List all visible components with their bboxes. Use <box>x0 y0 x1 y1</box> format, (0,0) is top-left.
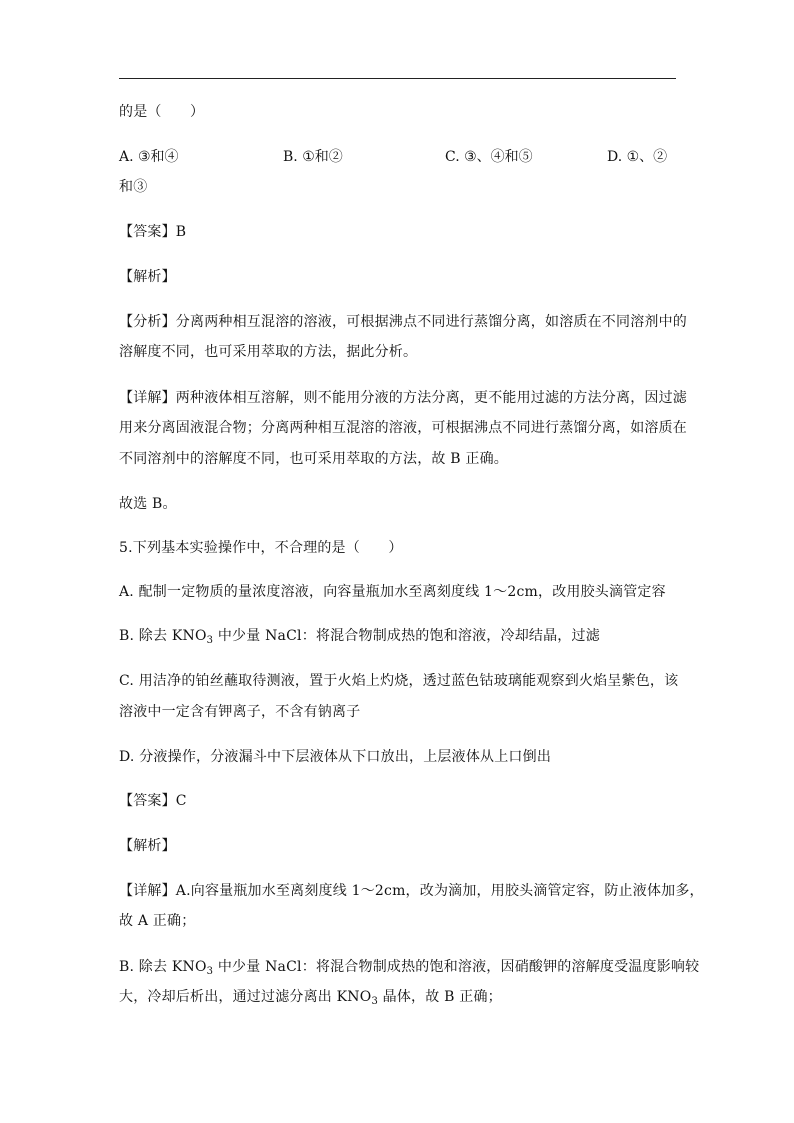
q4-answer: 【答案】B <box>119 224 187 240</box>
q4-option-b: B. ①和② <box>283 149 343 165</box>
q5-stem: 5.下列基本实验操作中，不合理的是（ ） <box>119 540 403 556</box>
q4-fenxi-line: 【分析】分离两种相互混溶的溶液，可根据沸点不同进行蒸馏分离，如溶质在不同溶剂中的 <box>119 314 687 330</box>
q5-xiangjie-a-line: 【详解】A.向容量瓶加水至离刻度线 1～2cm，改为滴加，用胶头滴管定容，防止液体加多， <box>119 883 704 899</box>
q4-conclusion: 故选 B。 <box>119 496 177 512</box>
q4-option-d: D. ①、② <box>607 149 668 165</box>
q4-option-d-cont: 和③ <box>119 179 148 195</box>
q5-option-c-line: C. 用洁净的铂丝蘸取待测液，置于火焰上灼烧，透过蓝色钴玻璃能观察到火焰呈紫色，该 <box>119 673 679 689</box>
q5-option-b <box>119 626 600 651</box>
q4-fenxi-line: 溶解度不同，也可采用萃取的方法，据此分析。 <box>119 344 418 360</box>
q4-xiangjie-line: 用来分离固液混合物；分离两种相互混溶的溶液，可根据沸点不同进行蒸馏分离，如溶质在 <box>119 420 687 436</box>
q5-xiangjie-a-line: 故 A 正确； <box>119 913 196 929</box>
q5-option-d: D. 分液操作，分液漏斗中下层液体从下口放出，上层液体从上口倒出 <box>119 749 552 765</box>
q5-xiangjie-b-text: B. 除去 KNO <box>119 959 207 975</box>
q5-option-c-line: 溶液中一定含有钾离子，不含有钠离子 <box>119 704 361 720</box>
q5-xiangjie-b-text: 中少量 NaCl：将混合物制成热的饱和溶液，因硝酸钾的溶解度受温度影响较 <box>213 959 700 975</box>
q5-xiangjie-b-line <box>119 987 502 1012</box>
q5-xiangjie-b-text: 大，冷却后析出，通过过滤分离出 KNO <box>119 989 372 1005</box>
q4-stem-end: 的是（ ） <box>119 104 205 120</box>
q5-xiangjie-b-line <box>119 957 699 982</box>
q5-option-b-text: 中少量 NaCl：将混合物制成热的饱和溶液，冷却结晶，过滤 <box>213 628 600 644</box>
header-rule <box>119 78 676 79</box>
q5-answer: 【答案】C <box>119 793 187 809</box>
q5-option-a: A. 配制一定物质的量浓度溶液，向容量瓶加水至离刻度线 1～2cm，改用胶头滴管定容 <box>119 584 666 600</box>
q5-xiangjie-b-text: 晶体，故 B 正确； <box>378 989 502 1005</box>
q5-option-b-subscript: 3 <box>206 635 214 646</box>
q5-analysis-heading: 【解析】 <box>119 838 176 854</box>
q5-xiangjie-b-subscript: 3 <box>371 996 378 1007</box>
q4-analysis-heading: 【解析】 <box>119 269 176 285</box>
q4-option-a: A. ③和④ <box>119 149 179 165</box>
q5-xiangjie-b-subscript: 3 <box>206 966 214 977</box>
q5-option-b-text: B. 除去 KNO <box>119 628 207 644</box>
q4-xiangjie-line: 【详解】两种液体相互溶解，则不能用分液的方法分离，更不能用过滤的方法分离，因过滤 <box>119 390 687 406</box>
q4-option-c: C. ③、④和⑤ <box>445 149 533 165</box>
q4-xiangjie-line: 不同溶剂中的溶解度不同，也可采用萃取的方法，故 B 正确。 <box>119 451 508 467</box>
